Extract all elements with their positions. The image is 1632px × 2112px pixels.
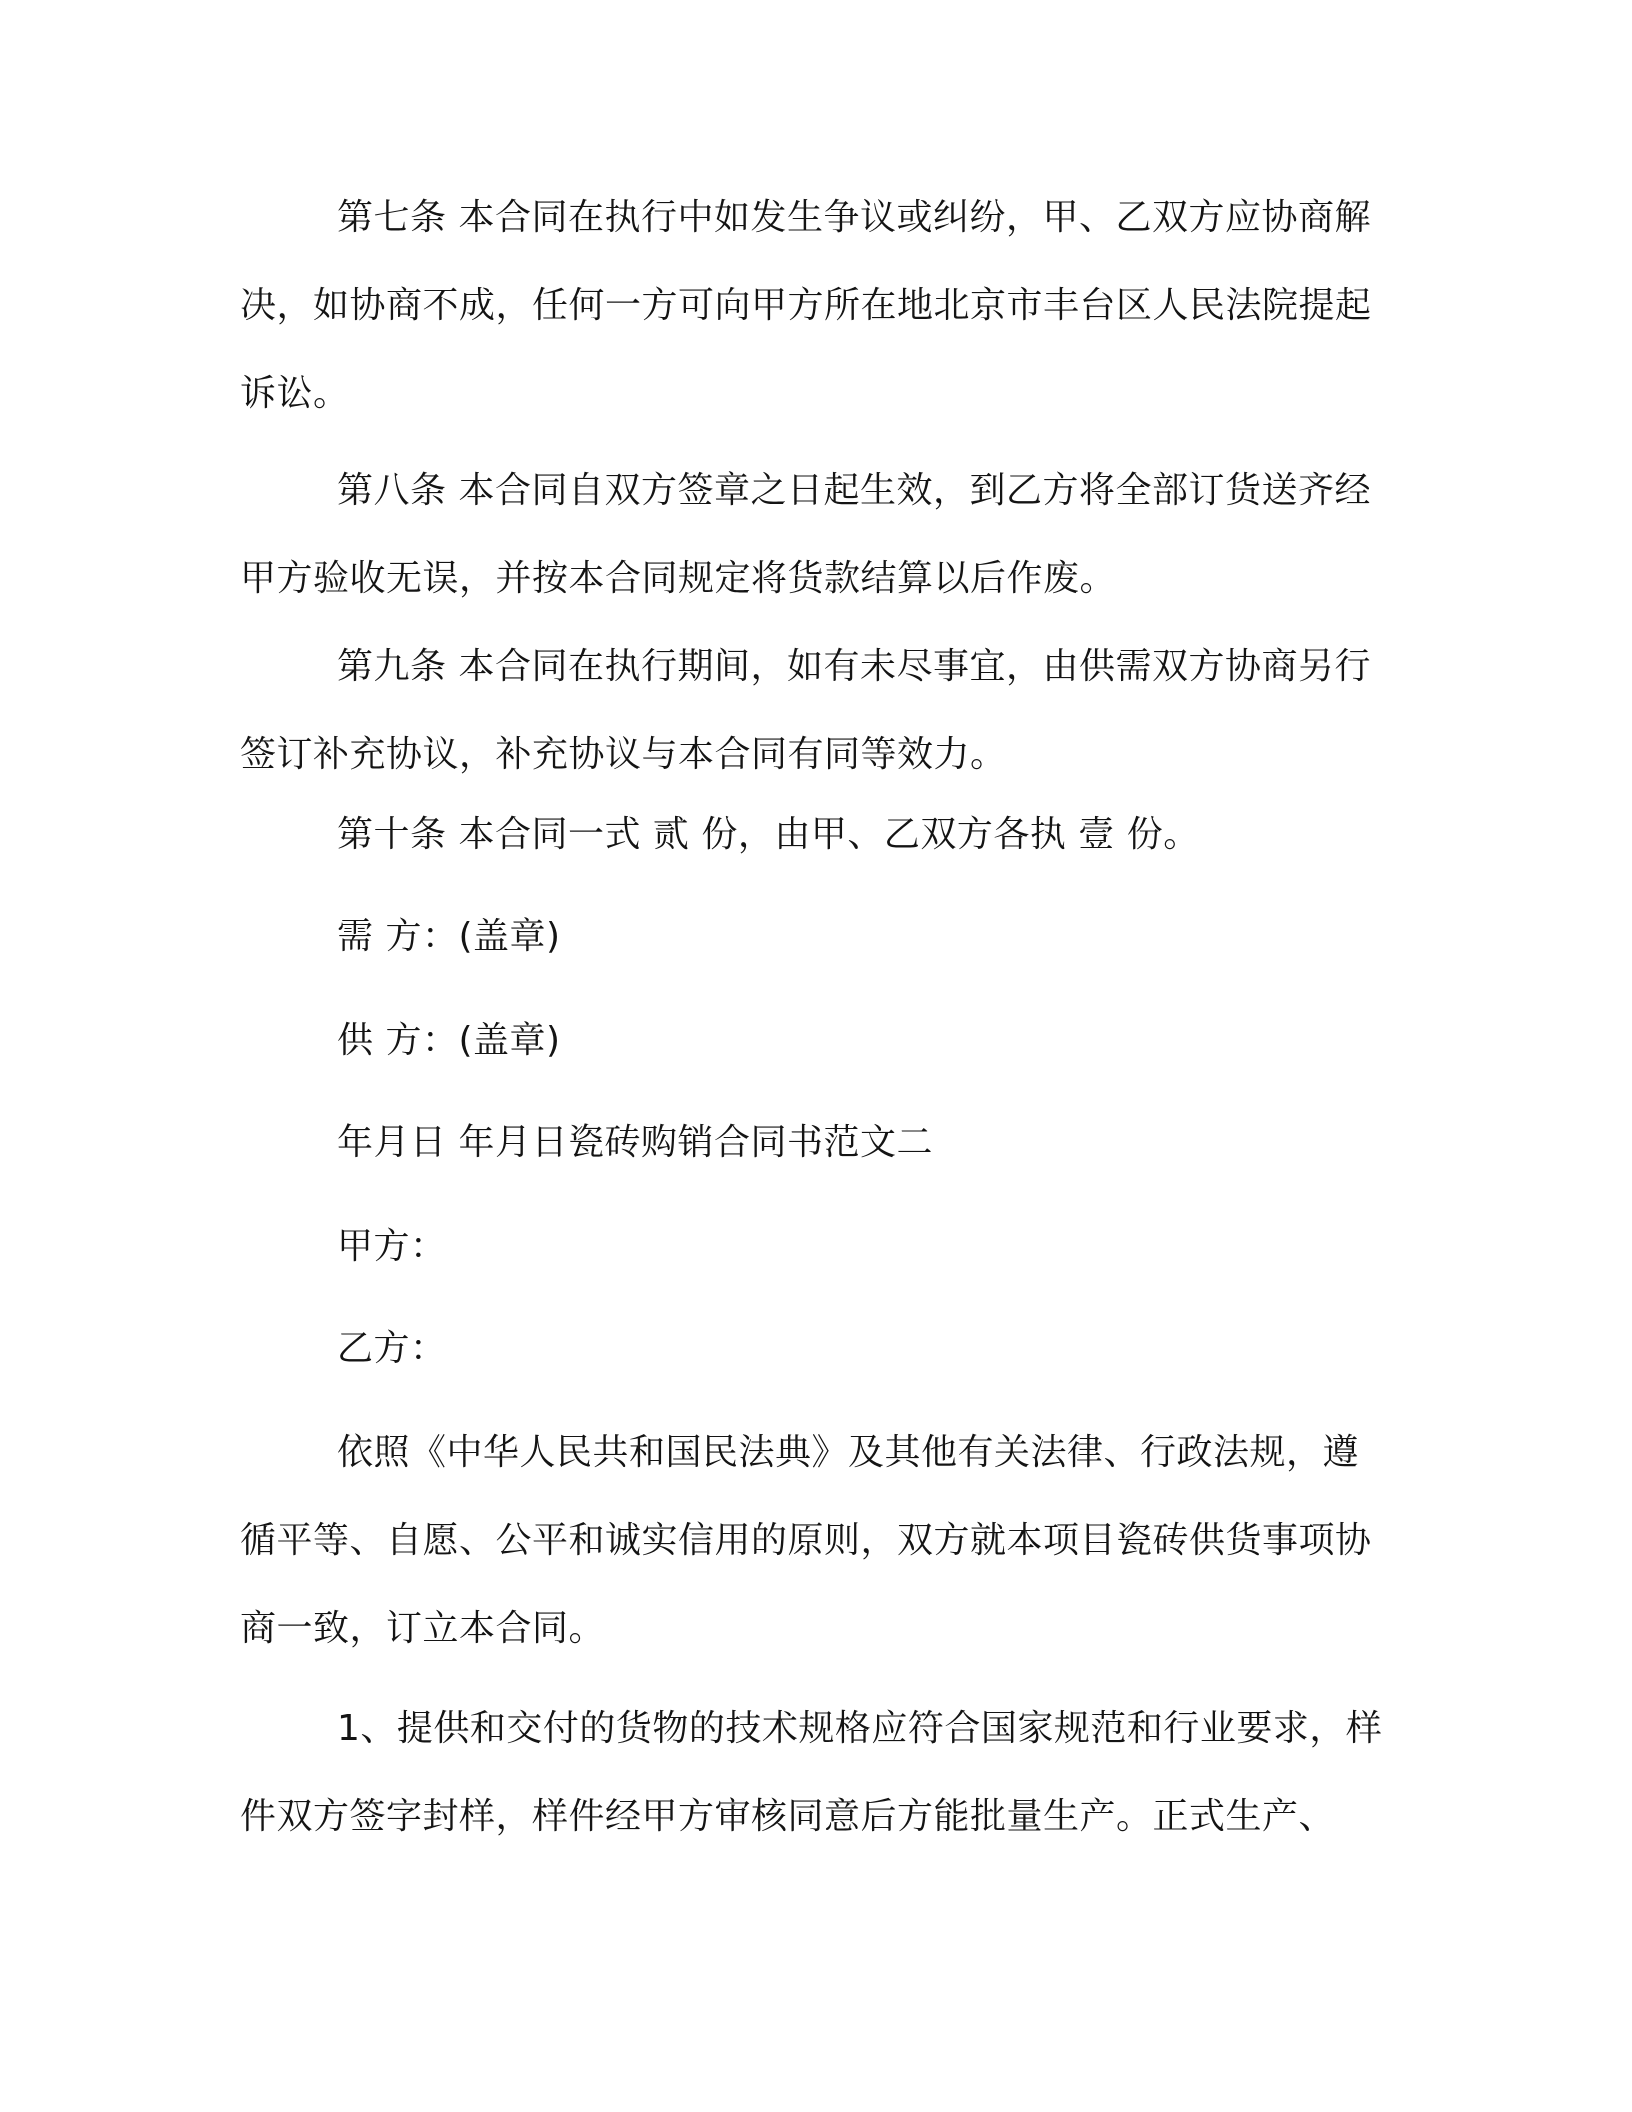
clause-1-paragraph: 1、提供和交付的货物的技术规格应符合国家规范和行业要求，样件双方签字封样，样件经甲方审核同意后方能批量生产。正式生产、 [240, 1708, 1383, 1837]
article-10-paragraph: 第十条 本合同一式 贰 份，由甲、乙双方各执 壹 份。 [337, 814, 1200, 855]
party-b-line: 乙方： [337, 1328, 447, 1369]
buyer-seal-line: 需 方：(盖章) [337, 916, 561, 957]
date-and-title-line: 年月日 年月日瓷砖购销合同书范文二 [337, 1122, 933, 1163]
article-7-paragraph: 第七条 本合同在执行中如发生争议或纠纷，甲、乙双方应协商解决，如协商不成，任何一方可向甲方所在地北京市丰台区人民法院提起诉讼。 [240, 197, 1372, 414]
preamble-paragraph: 依照《中华人民共和国民法典》及其他有关法律、行政法规，遵循平等、自愿、公平和诚实信用的原则，双方就本项目瓷砖供货事项协商一致，订立本合同。 [240, 1432, 1372, 1649]
party-a-line: 甲方： [337, 1226, 447, 1267]
article-8-paragraph: 第八条 本合同自双方签章之日起生效，到乙方将全部订货送齐经甲方验收无误，并按本合同规定将货款结算以后作废。 [240, 470, 1371, 599]
supplier-seal-line: 供 方：(盖章) [337, 1020, 561, 1061]
article-9-paragraph: 第九条 本合同在执行期间，如有未尽事宜，由供需双方协商另行签订补充协议，补充协议与本合同有同等效力。 [240, 646, 1371, 775]
